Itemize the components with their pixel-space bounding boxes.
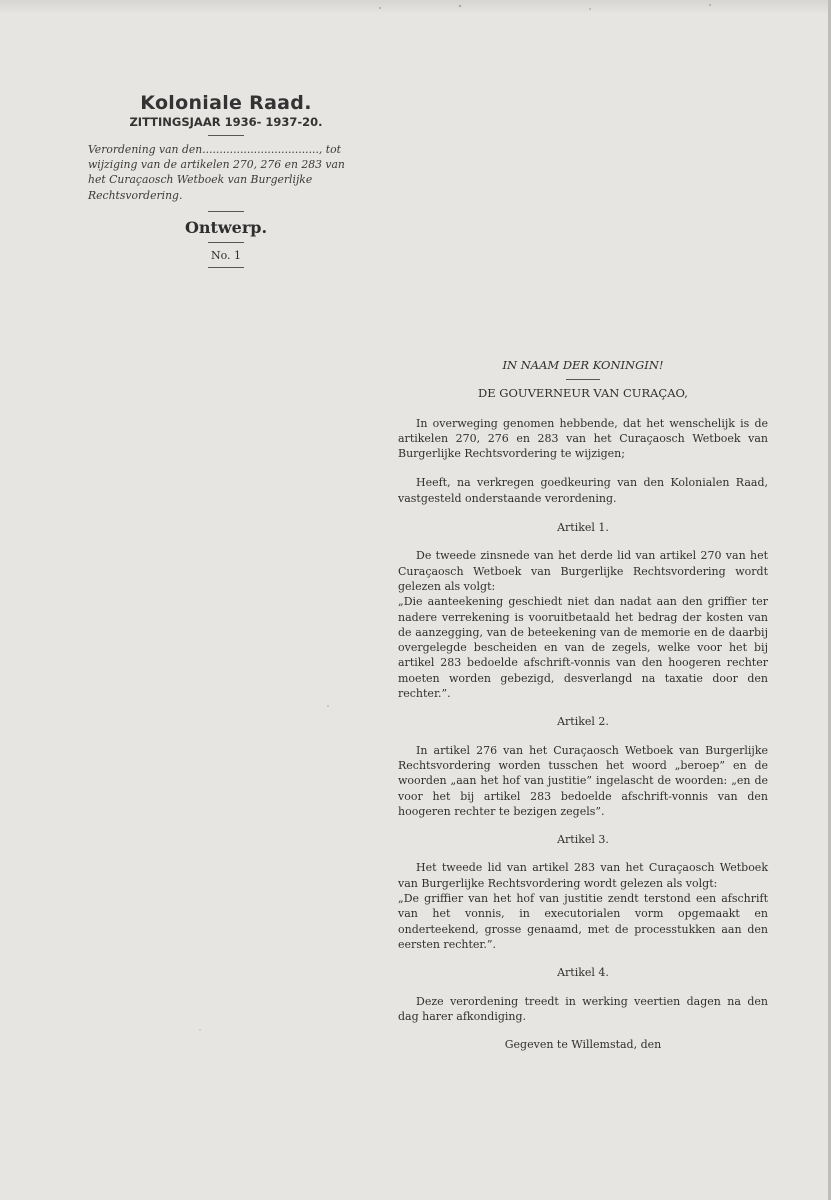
divider (208, 267, 244, 268)
article-2-text: In artikel 276 van het Curaçaosch Wetboek van Burgerlijke Rechtsvordering worden tusschen het woord „beroep” en de woorden „aan het hof van justitie” ingelascht de woorden: „en de voor het bij artikel 283 bedoelde afschrift-vonnis van den hoogeren rechter te bezigen zegels”. (398, 743, 768, 818)
article-1-title: Artikel 1. (557, 521, 609, 535)
document-header (86, 92, 366, 274)
article-4-text: Deze verordening treedt in werking veertien dagen na den dag harer afkondiging. (398, 994, 768, 1023)
article-1-quote: „Die aanteekening geschiedt niet dan nadat aan den griffier ter nadere verrekening is vooruitbetaald het bedrag der kosten van de aanzegging, van de beteekening van de memorie en de daarbij overgelegde bescheiden en van de zegels, welke voor het bij artikel 283 bedoelde afschrift-vonnis van den hoogeren rechter moeten worden gebezigd, desverlangd na taxatie door den rechter.”. (398, 595, 768, 701)
draft-label: Ontwerp. (184, 217, 268, 237)
divider (566, 379, 600, 380)
article-3-quote: „De griffier van het hof van justitie zendt terstond een afschrift van het vonnis, in executorialen vorm opgemaakt en onderteekend, grosse genaamd, met de processtukken aan den eersten rechter.”. (398, 892, 768, 951)
article-3-title: Artikel 3. (557, 833, 609, 847)
divider (208, 135, 244, 136)
divider (208, 242, 244, 243)
approval-paragraph: Heeft, na verkregen goedkeuring van den Kolonialen Raad, vastgesteld onderstaande verordening. (398, 476, 768, 505)
royal-declaration: IN NAAM DER KONINGIN! (502, 358, 664, 372)
divider (208, 211, 244, 212)
council-title: Koloniale Raad. (140, 92, 312, 114)
regulation-title: Verordening van den.................................., tot wijziging van de artikelen 270, 276 en 283 van het Curaçaosch Wetboek van Burgerlijke Rechtsvordering. (88, 143, 345, 202)
session-year: ZITTINGSJAAR 1936- 1937-20. (129, 115, 323, 129)
article-3-text: Het tweede lid van artikel 283 van het Curaçaosch Wetboek van Burgerlijke Rechtsvordering wordt gelezen als volgt: (398, 861, 768, 890)
closing-line: Gegeven te Willemstad, den (504, 1038, 662, 1052)
article-1-text: De tweede zinsnede van het derde lid van artikel 270 van het Curaçaosch Wetboek van Burgerlijke Rechtsvordering wordt gelezen als volgt: (398, 549, 768, 593)
regulation-body (398, 358, 768, 1052)
article-2-title: Artikel 2. (557, 715, 609, 729)
document-number: No. 1 (210, 248, 242, 262)
considering-paragraph: In overweging genomen hebbende, dat het wenschelijk is de artikelen 270, 276 en 283 van het Curaçaosch Wetboek van Burgerlijke Rechtsvordering te wijzigen; (398, 416, 768, 461)
governor-heading: DE GOUVERNEUR VAN CURAÇAO, (478, 386, 688, 401)
article-4-title: Artikel 4. (557, 966, 609, 980)
